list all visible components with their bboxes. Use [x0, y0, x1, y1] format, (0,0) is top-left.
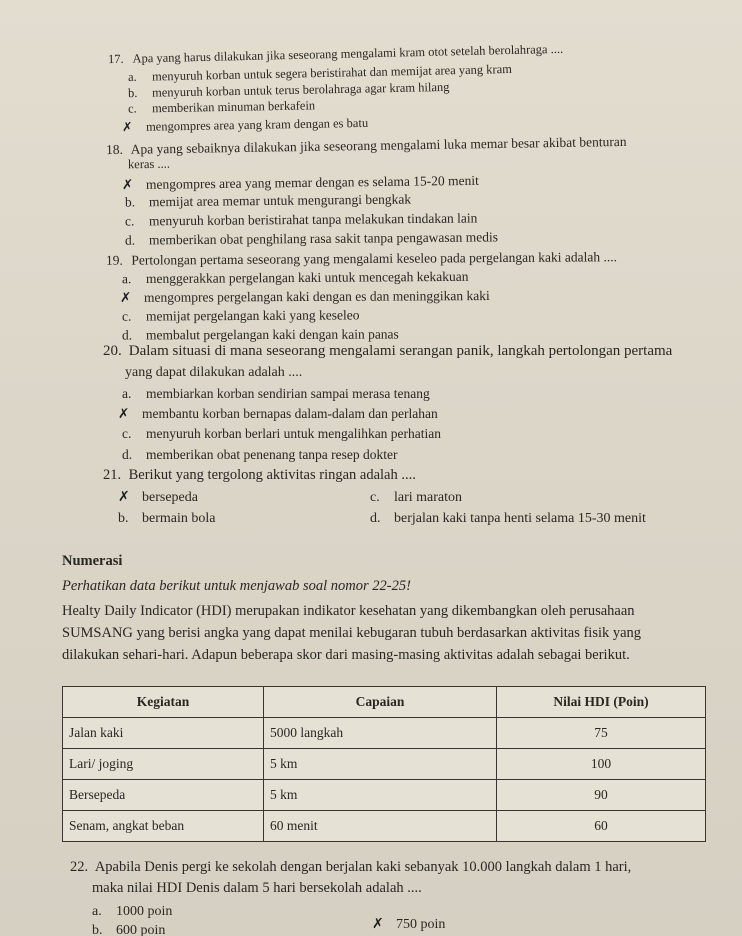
- option-text: mengompres area yang kram dengan es batu: [145, 115, 369, 134]
- option-text: menggerakkan pergelangan kaki untuk mencegah kekakuan: [145, 268, 469, 287]
- question-text: Berikut yang tergolong aktivitas ringan adalah ....: [128, 467, 416, 483]
- table-cell: 5 km: [264, 780, 497, 811]
- section-title: Numerasi: [62, 553, 123, 569]
- question-text: yang dapat dilakukan adalah ....: [125, 365, 303, 380]
- option-letter: a.: [92, 904, 102, 919]
- option-text: memijat area memar untuk mengurangi bengkak: [148, 191, 412, 210]
- option-20a: [122, 385, 430, 402]
- option-22a: [92, 903, 172, 920]
- answer-mark-icon: ✗: [372, 916, 384, 932]
- answer-mark-icon: ✗: [121, 118, 133, 135]
- question-text: keras ....: [127, 156, 171, 172]
- question-text: maka nilai HDI Denis dalam 5 hari bersekolah adalah ....: [92, 880, 422, 896]
- option-text: memberikan minuman berkafein: [151, 98, 316, 116]
- question-number: 22.: [70, 859, 89, 875]
- option-text: menyuruh korban untuk segera beristirahat dan memijat area yang kram: [151, 61, 513, 84]
- option-text: 750 poin: [396, 917, 446, 932]
- option-letter: b.: [124, 194, 136, 210]
- option-letter: d.: [121, 327, 133, 343]
- option-text: memijat pergelangan kaki yang keseleo: [145, 307, 360, 324]
- option-19c: [122, 306, 360, 324]
- question-22-cont: [92, 880, 422, 897]
- table-cell: 100: [497, 749, 706, 780]
- option-19a: [122, 268, 469, 287]
- header-capaian: Capaian: [264, 687, 497, 718]
- question-20-cont: [125, 364, 302, 381]
- question-text: Pertolongan pertama seseorang yang mengalami keseleo pada pergelangan kaki adalah ....: [131, 249, 617, 268]
- option-text: menyuruh korban berlari untuk mengalihkan perhatian: [146, 426, 442, 441]
- question-text: Apabila Denis pergi ke sekolah dengan berjalan kaki sebanyak 10.000 langkah dalam 1 hari,: [94, 859, 632, 875]
- option-text: mengompres area yang memar dengan es selama 15-20 menit: [145, 172, 479, 192]
- question-number: 19.: [105, 252, 123, 268]
- option-text: mengompres pergelangan kaki dengan es dan meninggikan kaki: [143, 288, 490, 305]
- question-number: 17.: [107, 51, 124, 67]
- answer-mark-icon: ✗: [118, 406, 130, 422]
- question-text: Apa yang harus dilakukan jika seseorang mengalami kram otot setelah berolahraga ....: [132, 41, 564, 66]
- option-21b: [118, 510, 215, 527]
- option-text: menyuruh korban untuk terus berolahraga agar kram hilang: [151, 79, 450, 100]
- option-letter: b.: [127, 85, 138, 101]
- table-cell: Bersepeda: [63, 780, 264, 811]
- option-letter: c.: [122, 426, 132, 441]
- option-18c: [125, 209, 478, 229]
- option-letter: d.: [124, 232, 136, 248]
- table-row: [63, 718, 706, 749]
- option-text: menyuruh korban beristirahat tanpa melakukan tindakan lain: [148, 210, 478, 229]
- option-letter: b.: [118, 511, 129, 526]
- question-18-cont: [128, 156, 170, 174]
- paragraph-line-2: SUMSANG yang berisi angka yang dapat menilai kebugaran tubuh berdasarkan aktivitas fisik yang: [62, 625, 642, 641]
- question-20: [103, 343, 672, 360]
- option-text: bermain bola: [142, 511, 216, 526]
- question-text: Dalam situasi di mana seseorang mengalami serangan panik, langkah pertolongan pertama: [128, 343, 673, 359]
- option-22b: [92, 922, 165, 936]
- option-letter: d.: [122, 447, 133, 462]
- option-18b: [125, 191, 411, 211]
- option-text: memberikan obat penenang tanpa resep dokter: [146, 447, 398, 462]
- option-17d: [122, 114, 368, 136]
- table-cell: 60: [497, 811, 706, 842]
- option-text: 600 poin: [116, 923, 166, 936]
- option-text: bersepeda: [142, 490, 198, 505]
- table-cell: 75: [497, 718, 706, 749]
- option-letter: a.: [122, 386, 132, 401]
- table-row: [63, 749, 706, 780]
- option-22c: [372, 916, 445, 933]
- option-letter: b.: [92, 923, 103, 936]
- option-text: lari maraton: [394, 490, 463, 505]
- table-cell: 5000 langkah: [264, 718, 497, 749]
- option-21a: [118, 489, 198, 506]
- option-letter: c.: [124, 213, 135, 229]
- question-18: [106, 133, 627, 158]
- question-19: [106, 248, 617, 269]
- table-cell: Lari/ joging: [63, 749, 264, 780]
- option-20d: [122, 446, 398, 463]
- answer-mark-icon: ✗: [121, 177, 134, 194]
- header-nilai-hdi: Nilai HDI (Poin): [497, 687, 706, 718]
- table-cell: Jalan kaki: [63, 718, 264, 749]
- answer-mark-icon: ✗: [119, 289, 132, 306]
- option-letter: d.: [370, 511, 381, 526]
- option-letter: a.: [121, 271, 132, 287]
- section-instruction: Perhatikan data berikut untuk menjawab soal nomor 22-25!: [62, 578, 411, 594]
- table-row: [63, 780, 706, 811]
- question-number: 21.: [103, 467, 122, 483]
- option-21c: [370, 489, 462, 506]
- paragraph-line-3: dilakukan sehari-hari. Adapun beberapa skor dari masing-masing aktivitas adalah sebagai berikut.: [62, 647, 630, 663]
- question-number: 18.: [105, 141, 124, 158]
- table-header-row: [63, 687, 706, 718]
- header-kegiatan: Kegiatan: [63, 687, 264, 718]
- option-text: membiarkan korban sendirian sampai merasa tenang: [146, 386, 430, 401]
- question-number: 20.: [103, 343, 122, 359]
- table-cell: Senam, angkat beban: [63, 811, 264, 842]
- option-text: 1000 poin: [116, 904, 173, 919]
- option-letter: c.: [127, 101, 137, 116]
- option-19b: [120, 287, 490, 307]
- question-text: Apa yang sebaiknya dilakukan jika seseorang mengalami luka memar besar akibat benturan: [130, 133, 627, 157]
- hdi-table: [62, 686, 706, 842]
- option-text: membantu korban bernapas dalam-dalam dan perlahan: [142, 406, 438, 421]
- question-21: [103, 467, 416, 484]
- option-21d: [370, 510, 646, 527]
- table-cell: 60 menit: [264, 811, 497, 842]
- table-cell: 5 km: [264, 749, 497, 780]
- option-19d: [122, 326, 399, 344]
- option-18d: [125, 228, 498, 248]
- paragraph-line-1: Healty Daily Indicator (HDI) merupakan indikator kesehatan yang dikembangkan oleh perusahaan: [62, 603, 635, 619]
- option-text: memberikan obat penghilang rasa sakit tanpa pengawasan medis: [148, 229, 499, 248]
- question-22: [70, 859, 631, 876]
- option-letter: a.: [127, 69, 137, 85]
- option-text: berjalan kaki tanpa henti selama 15-30 menit: [394, 511, 646, 526]
- option-letter: c.: [370, 490, 380, 505]
- option-letter: c.: [121, 308, 132, 324]
- answer-mark-icon: ✗: [118, 489, 130, 505]
- table-row: [63, 811, 706, 842]
- option-text: membalut pergelangan kaki dengan kain panas: [145, 326, 399, 343]
- table-cell: 90: [497, 780, 706, 811]
- option-20c: [122, 425, 441, 442]
- option-20b: [118, 405, 438, 423]
